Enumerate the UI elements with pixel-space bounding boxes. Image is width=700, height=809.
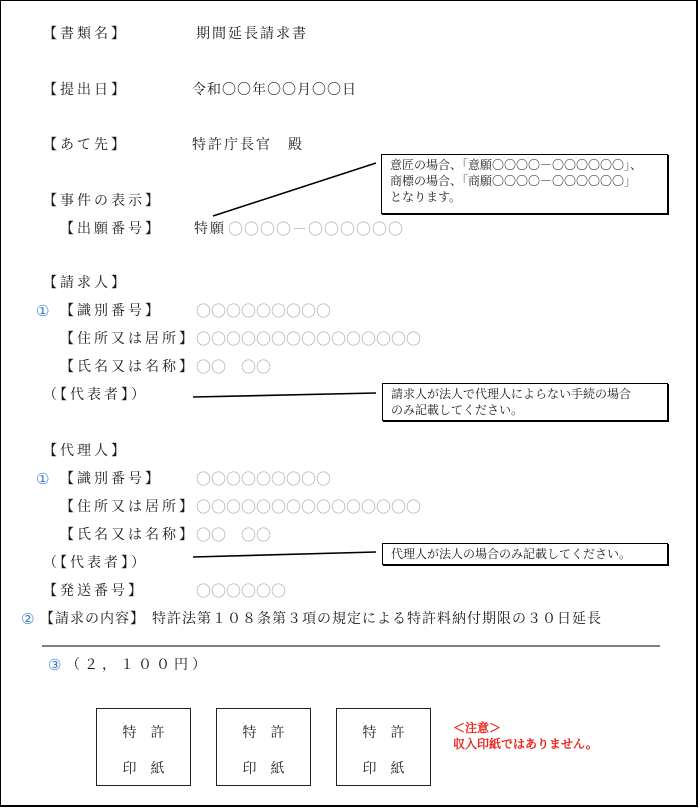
requester-id-value: 〇〇〇〇〇〇〇〇〇 <box>196 302 332 320</box>
requester-name-value: 〇〇 〇〇 <box>196 358 272 376</box>
notice-text: 収入印紙ではありません。 <box>453 737 598 751</box>
requester-id-label: 【識別番号】 <box>60 303 162 319</box>
marker-1-icon: ① <box>36 302 50 320</box>
agent-address-value: 〇〇〇〇〇〇〇〇〇〇〇〇〇〇〇 <box>196 498 422 516</box>
addressee-value: 特許庁長官 殿 <box>192 137 304 153</box>
callout-text: のみ記載してください。 <box>391 403 524 417</box>
filing-date-value: 令和〇〇年〇〇月〇〇日 <box>192 82 357 98</box>
stamp-text: 特許 <box>122 725 179 741</box>
case-label: 【事件の表示】 <box>43 193 162 209</box>
requester-section-label: 【請求人】 <box>43 275 128 291</box>
patent-stamp-box <box>96 708 191 786</box>
callout-text: 請求人が法人で代理人によらない手続の場合 <box>391 387 632 401</box>
callout-text: 代理人が法人の場合のみ記載してください。 <box>391 547 632 561</box>
callout-text: となります。 <box>390 190 462 204</box>
patent-stamp-box <box>336 708 431 786</box>
marker-2-icon: ② <box>21 610 35 628</box>
agent-rep-label: （【代表者】） <box>43 555 148 571</box>
stamp-text: 印紙 <box>242 761 299 777</box>
requester-name-label: 【氏名又は名称】 <box>60 359 196 375</box>
agent-section-label: 【代理人】 <box>43 443 128 459</box>
agent-id-label: 【識別番号】 <box>60 471 162 487</box>
callout-text: 商標の場合、「商願〇〇〇〇－〇〇〇〇〇〇」 <box>390 174 637 188</box>
request-content-label: 【請求の内容】 <box>40 611 145 627</box>
app-number-prefix: 特願 <box>194 221 226 237</box>
doc-type-value: 期間延長請求書 <box>196 26 308 42</box>
agent-address-label: 【住所又は居所】 <box>60 499 196 515</box>
stamp-text: 印紙 <box>122 761 179 777</box>
app-number-value: 〇〇〇〇－〇〇〇〇〇〇 <box>228 220 405 238</box>
doc-type-label: 【書類名】 <box>43 26 128 42</box>
app-number-callout <box>381 154 668 214</box>
agent-name-label: 【氏名又は名称】 <box>60 527 196 543</box>
requester-rep-label: （【代表者】） <box>43 387 148 403</box>
marker-3-icon: ③ <box>48 656 62 674</box>
filing-date-label: 【提出日】 <box>43 82 128 98</box>
stamp-text: 印紙 <box>362 761 419 777</box>
requester-rep-callout <box>382 383 668 421</box>
requester-address-value: 〇〇〇〇〇〇〇〇〇〇〇〇〇〇〇 <box>196 330 422 348</box>
patent-stamp-box <box>216 708 311 786</box>
stamp-text: 特許 <box>362 725 419 741</box>
stamp-text: 特許 <box>242 725 299 741</box>
shipping-number-label: 【発送番号】 <box>43 583 145 599</box>
fee-value: （２，１００円） <box>66 657 210 673</box>
addressee-label: 【あて先】 <box>43 137 128 153</box>
shipping-number-value: 〇〇〇〇〇〇 <box>196 582 287 600</box>
app-number-label: 【出願番号】 <box>60 221 162 237</box>
request-content-value: 特許法第１０８条第３項の規定による特許料納付期限の３０日延長 <box>152 611 602 627</box>
agent-rep-callout <box>382 543 668 565</box>
agent-name-value: 〇〇 〇〇 <box>196 526 272 544</box>
notice-title: ＜注意＞ <box>453 721 502 735</box>
agent-id-value: 〇〇〇〇〇〇〇〇〇 <box>196 470 332 488</box>
callout-text: 意匠の場合、「意願〇〇〇〇－〇〇〇〇〇〇」、 <box>390 158 643 172</box>
marker-1-icon: ① <box>36 470 50 488</box>
requester-address-label: 【住所又は居所】 <box>60 331 196 347</box>
